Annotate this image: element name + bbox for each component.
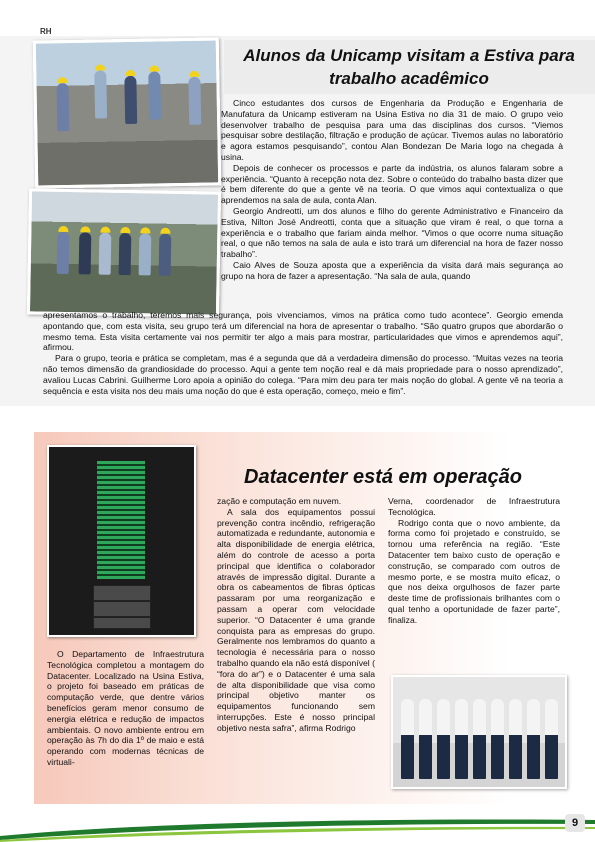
paragraph: Para o grupo, teoria e prática se completam, mas é a segunda que dá a verdadeira dimensão do processo. “Muitas vezes na teoria não temos dimensão da grandiosidade do processo. Aqui a gente tem noção real e dá mais propriedade para o nosso aprendizado”, avaliou Lucas Cabrini. Guilherme Loro apoia a opinião do colega. “Para mim deu para ter mais noção do global. A gente vê na teoria a sequência e esta visita nos deu mais uma noção do que é esta operação, começo, meio e fim”. <box>43 353 563 396</box>
server-rack-photo <box>47 445 196 637</box>
students-photo-2 <box>27 188 221 317</box>
paragraph: Depois de conhecer os processos e parte da indústria, os alunos falaram sobre a experiência. “Quanto à recepção nota dez. Sobre o conteúdo do trabalho basta dizer que é bem diferente do que a gente vê na teoria. O que vimos aqui contextualiza o que aprendemos na sala de aula, conta Alan. <box>221 162 563 206</box>
paragraph: Caio Alves de Souza aposta que a experiência da visita dará mais segurança ao grupo na hora de fazer a apresentação. “Na sala de aula, quando <box>221 259 563 281</box>
section-label: RH <box>40 27 52 36</box>
article2-title: Datacenter está em operação <box>244 466 522 488</box>
article1-continuation <box>43 310 563 396</box>
footer-swoosh <box>0 810 595 842</box>
paragraph: Georgio Andreotti, um dos alunos e filho do gerente Administrativo e Financeiro da Estiva, Nilton José Andreotti, conta que a situação que viram é real, o que torna a experiência e o trabalho que fariam ainda melhor. “Vimos o que ocorre numa situação real, o que não temos na sala de aula e isto trará um diferencial na hora de fazer nosso trabalho”. <box>221 205 563 260</box>
students-photo-1 <box>33 37 222 188</box>
paragraph: Cinco estudantes dos cursos de Engenharia da Produção e Engenharia de Manufatura da Unicamp estiveram na Usina Estiva no dia 31 de maio. O grupo veio desenvolver trabalho de pesquisa para uma das disciplinas dos cursos. “Viemos pesquisar sobre destilação, filtração e produção de açúcar. Tivemos aulas no laboratório e agora estamos pesquisando”, contou Alan Bondezan De Maria logo na chegada à usina. <box>221 98 563 162</box>
paragraph: Verna, coordenador de Infraestrutura Tecnológica. <box>388 496 560 517</box>
paragraph: O Departamento de Infraestrutura Tecnológica completou a montagem do Datacenter. Localizado na Usina Estiva, o projeto foi baseado em práticas de computação verde, que dentre vários benefícios geram menor consumo de energia elétrica e redução de impactos ambientais. O novo ambiente entrou em operação às 7h do dia 1º de maio e está operando com modernas técnicas de virtuali- <box>47 649 204 767</box>
article1-body <box>221 98 563 282</box>
article2-column-3 <box>388 496 560 626</box>
paragraph: Rodrigo conta que o novo ambiente, da forma como foi projetado e construído, se tornou uma referência na região. “Este Datacenter tem baixo custo de operação e construção, se comparado com outros de mesmo porte, e se mostra muito eficaz, o que nos deixa orgulhosos de fazer parte deste time de profissionais brilhantes com o qual tenho a oportunidade de fazer parte”, finaliza. <box>388 517 560 625</box>
article2-column-1 <box>47 649 204 768</box>
paragraph: apresentamos o trabalho, teremos mais segurança, pois vivenciamos, vimos na prática como tudo acontece”. Georgio emenda apontando que, com esta visita, seu grupo terá um diferencial na hora de apresentar o trabalho. “São quatro grupos que abordarão o mesmo tema. Esta visita certamente vai nos permitir ter algo a mais para mostrar, particularidades que vimos e aprendemos aqui”, afirmou. <box>43 310 563 353</box>
article1-title: Alunos da Unicamp visitam a Estiva para trabalho acadêmico <box>243 46 575 88</box>
paragraph: A sala dos equipamentos possui prevenção contra incêndio, refrigeração automatizada e redundante, autonomia e alta disponibilidade de energia elétrica, além do controle de acesso a porta principal que identifica o colaborador através de impressão digital. Durante a obra os cabeamentos de fibras ópticas passaram por uma reorganização e passam a operar com velocidade superior. “O Datacenter é uma grande conquista para as empresas do grupo. Geralmente nos lembramos do quanto a tecnologia é necessária para o nosso trabalho quando ela não está disponível ( “fora do ar”) e o Datacenter é uma sala de alta disponibilidade que visa como principal objetivo manter os equipamentos funcionando sem interrupções. Este é nosso principal objetivo nesta safra”, afirma Rodrigo <box>217 506 375 733</box>
team-photo <box>391 675 567 789</box>
page-number: 9 <box>565 814 585 832</box>
paragraph: zação e computação em nuvem. <box>217 496 342 506</box>
article2-column-2 <box>217 496 375 734</box>
